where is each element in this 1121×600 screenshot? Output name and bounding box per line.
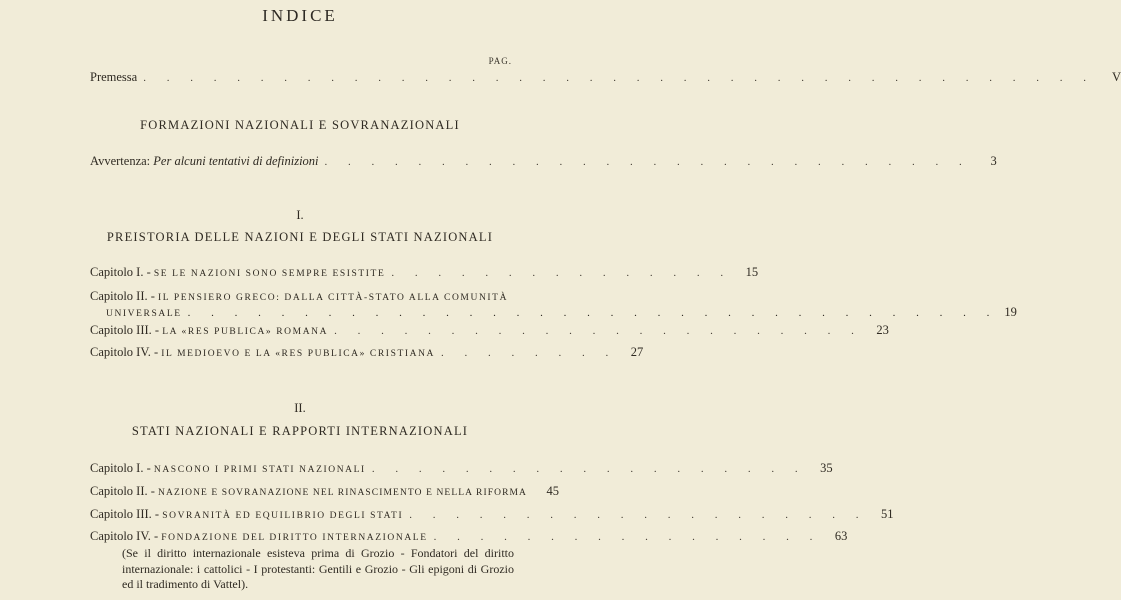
chapter-title: NASCONO I PRIMI STATI NAZIONALI bbox=[153, 465, 366, 475]
chapter-title: SE LE NAZIONI SONO SEMPRE ESISTITE bbox=[153, 269, 386, 279]
leader-dots: . . . . . . . . . . . . . . . . . . . . . . . . . . . . . . . . . . . bbox=[187, 307, 999, 319]
toc-entry-chapter[interactable] bbox=[90, 289, 512, 305]
page-number: 51 bbox=[880, 507, 894, 521]
page-number: 63 bbox=[834, 529, 848, 543]
page-number: 3 bbox=[990, 154, 997, 168]
entry-label: Premessa bbox=[90, 70, 138, 84]
leader-dots: . . . . . . . . . . . . . . . . . . . . . . . . . . . . . . . . . . . . . . . . . bbox=[143, 72, 1095, 84]
entry-title: Per alcuni tentativi di definizioni bbox=[153, 154, 319, 168]
chapter-label: Capitolo IV. - bbox=[90, 529, 159, 543]
toc-entry-chapter[interactable] bbox=[90, 323, 889, 339]
part-numeral-2: II. bbox=[294, 401, 306, 415]
page-number: 23 bbox=[876, 323, 889, 337]
chapter-label: Capitolo IV. - bbox=[90, 345, 159, 359]
leader-dots: . . . . . . . . . . . . . . . bbox=[391, 267, 733, 279]
leader-dots: . . . . . . . . . . . . . . . . . . . . . . . . . . . . bbox=[324, 156, 971, 168]
chapter-note: (Se il diritto internazionale esisteva prima di Grozio - Fondatori del diritto internazionale: i cattolici - I protestanti: Gentili e Grozio - Gli epigoni di Grozio ed il tradimento di Vattel). bbox=[122, 546, 514, 591]
page-number: 35 bbox=[820, 461, 833, 475]
chapter-label: Capitolo II. - bbox=[90, 484, 155, 498]
chapter-title: IL PENSIERO GRECO: DALLA CITTÀ-STATO ALLA COMUNITÀ bbox=[158, 293, 509, 303]
chapter-title: FONDAZIONE DEL DIRITTO INTERNAZIONALE bbox=[161, 533, 428, 543]
leader-dots: . . . . . . . . . . . . . . . . . bbox=[433, 531, 822, 543]
toc-entry-chapter[interactable] bbox=[90, 507, 894, 523]
leader-dots: . . . . . . . . . . . . . . . . . . . . bbox=[409, 509, 868, 521]
page-column-label: PAG. bbox=[488, 56, 512, 66]
chapter-title: SOVRANITÀ ED EQUILIBRIO DEGLI STATI bbox=[162, 511, 404, 521]
part-numeral-1: I. bbox=[296, 208, 304, 222]
chapter-label: Capitolo III. - bbox=[90, 507, 160, 521]
chapter-title: IL MEDIOEVO E LA «RES PUBLICA» CRISTIANA bbox=[161, 349, 435, 359]
toc-entry-premessa[interactable] bbox=[90, 70, 1121, 86]
leader-dots: . . . . . . . . bbox=[441, 347, 618, 359]
toc-entry-continuation bbox=[106, 305, 1017, 320]
chapter-label: Capitolo II. - bbox=[90, 289, 155, 303]
page-number: 19 bbox=[1004, 305, 1017, 319]
page-number: 27 bbox=[630, 345, 644, 359]
page-number: V bbox=[1111, 70, 1121, 84]
entry-label: Avvertenza: Per alcuni tentativi di definizioni bbox=[90, 154, 319, 168]
chapter-title: LA «RES PUBLICA» ROMANA bbox=[162, 327, 329, 337]
toc-entry-chapter[interactable] bbox=[90, 484, 560, 500]
section-heading-sovranazionali: FORMAZIONI NAZIONALI E SOVRANAZIONALI bbox=[140, 118, 460, 132]
toc-entry-avvertenza[interactable] bbox=[90, 154, 997, 170]
page-title: INDICE bbox=[262, 6, 338, 25]
toc-entry-chapter[interactable] bbox=[90, 345, 644, 361]
chapter-title: NAZIONE E SOVRANAZIONE NEL RINASCIMENTO E NELLA RIFORMA bbox=[158, 488, 528, 498]
chapter-title-cont: UNIVERSALE bbox=[106, 309, 182, 319]
chapter-label: Capitolo III. - bbox=[90, 323, 160, 337]
section-heading-stati-nazionali: STATI NAZIONALI E RAPPORTI INTERNAZIONALI bbox=[131, 424, 469, 438]
toc-entry-chapter[interactable] bbox=[90, 265, 759, 281]
leader-dots: . . . . . . . . . . . . . . . . . . . bbox=[371, 463, 807, 475]
chapter-label: Capitolo I. - bbox=[90, 461, 151, 475]
page-number: 45 bbox=[546, 484, 560, 498]
chapter-label: Capitolo I. - bbox=[90, 265, 151, 279]
page-number: 15 bbox=[745, 265, 759, 279]
leader-dots: . . . . . . . . . . . . . . . . . . . . . . . bbox=[334, 325, 863, 337]
toc-entry-chapter[interactable] bbox=[90, 461, 833, 477]
section-heading-preistoria: PREISTORIA DELLE NAZIONI E DEGLI STATI NAZIONALI bbox=[106, 230, 494, 244]
toc-entry-chapter[interactable] bbox=[90, 529, 848, 545]
